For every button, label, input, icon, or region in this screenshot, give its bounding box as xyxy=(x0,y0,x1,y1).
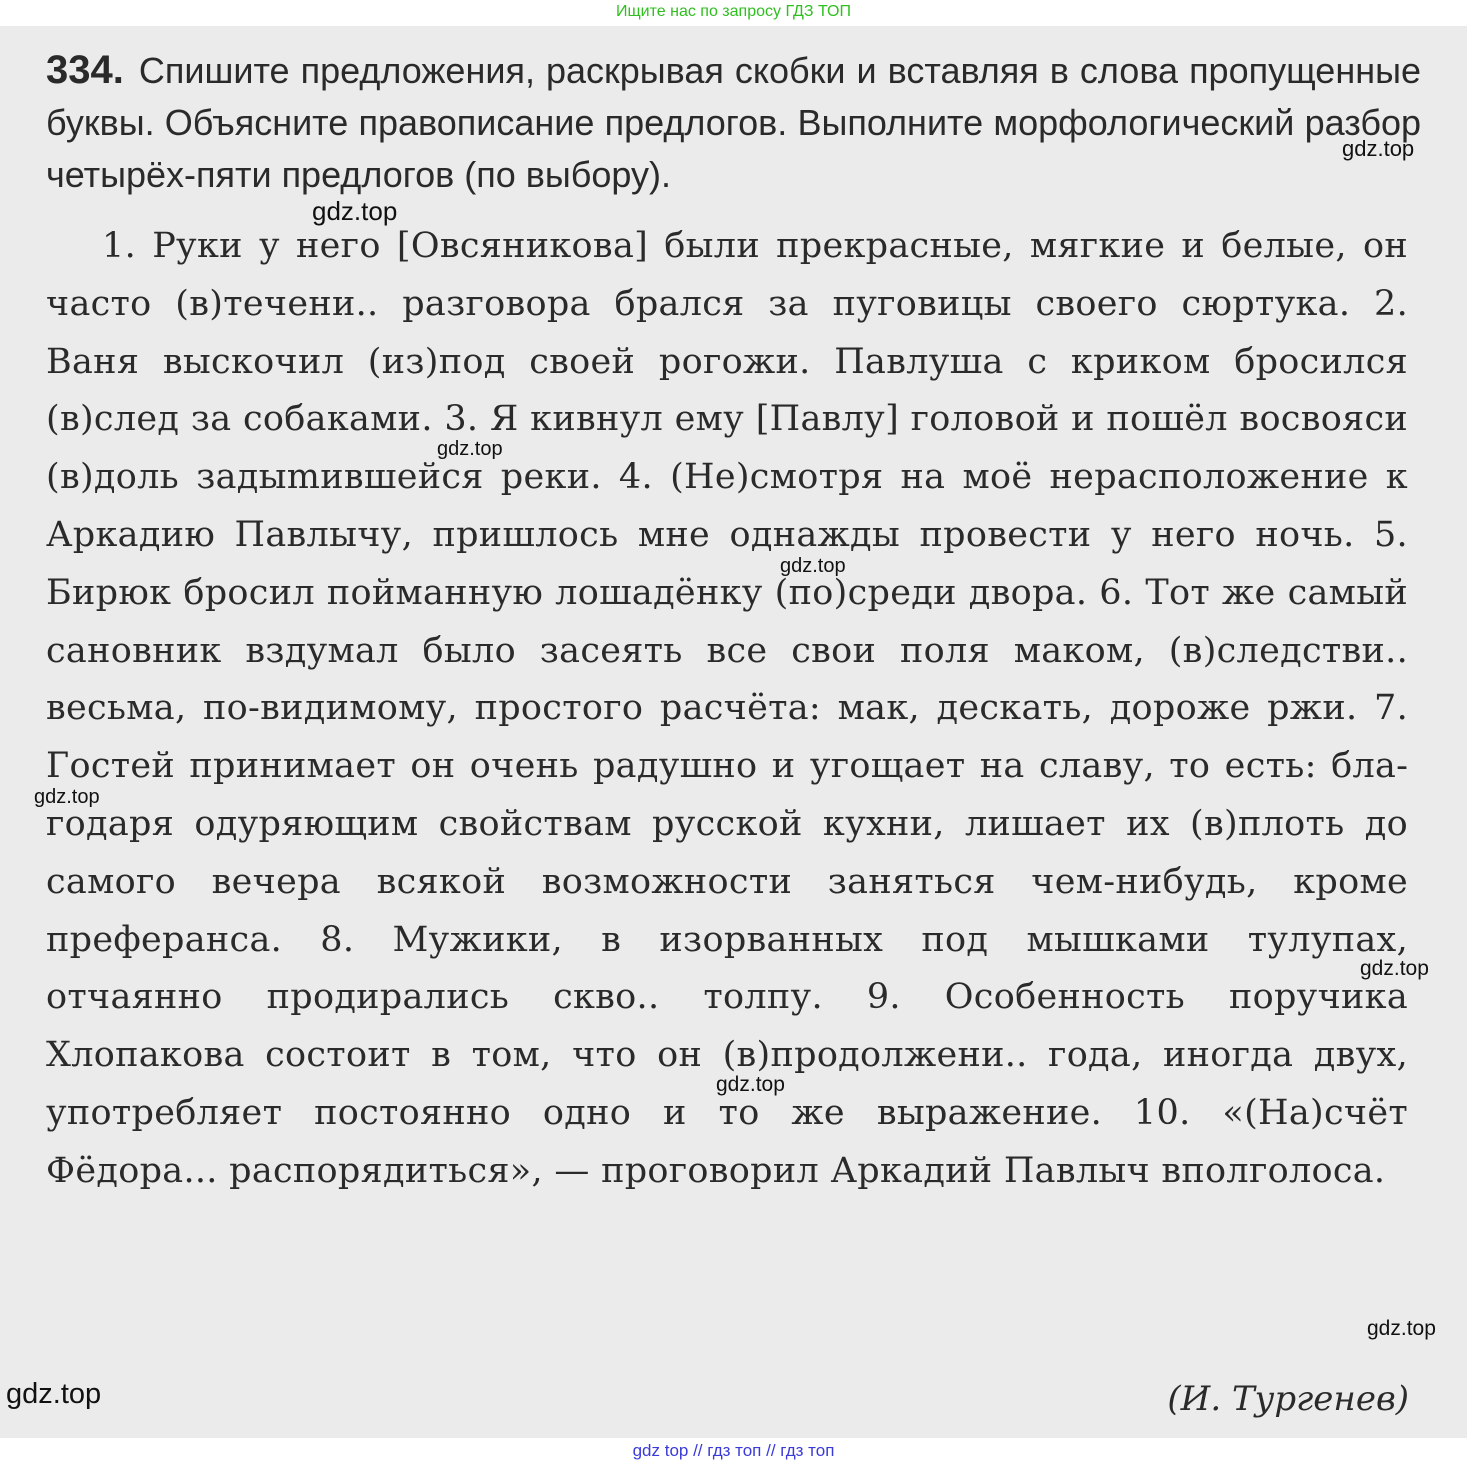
watermark: gdz.top xyxy=(1367,1317,1436,1340)
exercise-text: 1. Руки у него [Овсяникова] были прекрасные, мягкие и белые, он часто (в)течени.. разговора брался за пуговицы своего сюртука. 2. Ваня выскочил (из)под своей рогожи. Павлуша с криком бросился (в)след за собаками. 3. Я кивнул ему [Павлу] головой и пошёл восвояси (в)доль задыmившейся реки. 4. (Не)смотря на моё нерасположение к Аркадию Павлычу, пришлось мне однажды провести у него ночь. 5. Бирюк бросил пойманную лошадёнку (по)среди двора. 6. Тот же самый сановник вздумал было засеять все свои поля маком, (в)следстви.. весьма, по-видимому, простого расчёта: мак, дескать, дороже ржи. 7. Гостей принимает он очень радушно и угощает на славу, то есть: благодаря одуряющим свойствам русской кухни, лишает их (в)плоть до самого вечера всякой возможности заняться чем-нибудь, кроме преферанса. 8. Мужики, в изорванных под мышками тулупах, отчаянно продирались скво.. толпу. 9. Особенность поручика Хлопакова состоит в том, что он (в)продолжени.. года, иногда двух, употребляет постоянно одно и то же выражение. 10. «(На)счёт Фёдора... распорядиться», — проговорил Аркадий Павлыч вполголоса. xyxy=(46,226,1408,1191)
watermark: gdz.top xyxy=(780,555,846,577)
watermark: gdz.top xyxy=(1360,957,1429,980)
watermark: gdz.top xyxy=(6,1378,102,1410)
author-attribution: (И. Тургенев) xyxy=(1167,1379,1409,1419)
task-header xyxy=(46,44,1421,201)
watermark: gdz.top xyxy=(716,1073,785,1096)
task-number: 334. xyxy=(46,48,124,92)
watermark: gdz.top xyxy=(437,438,503,460)
watermark: gdz.top xyxy=(312,196,398,226)
task-instruction: Спишите предложения, раскрывая скобки и вставляя в слова пропущенные буквы. Объясните правописание предлогов. Выполните морфологический разбор четырёх-пяти предлогов (по выбору). xyxy=(46,50,1421,195)
watermark: gdz.top xyxy=(34,786,100,808)
watermark: gdz.top xyxy=(1342,136,1415,161)
bottom-banner: gdz top // гдз топ // гдз топ xyxy=(632,1441,835,1460)
top-banner: Ищите нас по запросу ГДЗ ТОП xyxy=(616,3,851,20)
